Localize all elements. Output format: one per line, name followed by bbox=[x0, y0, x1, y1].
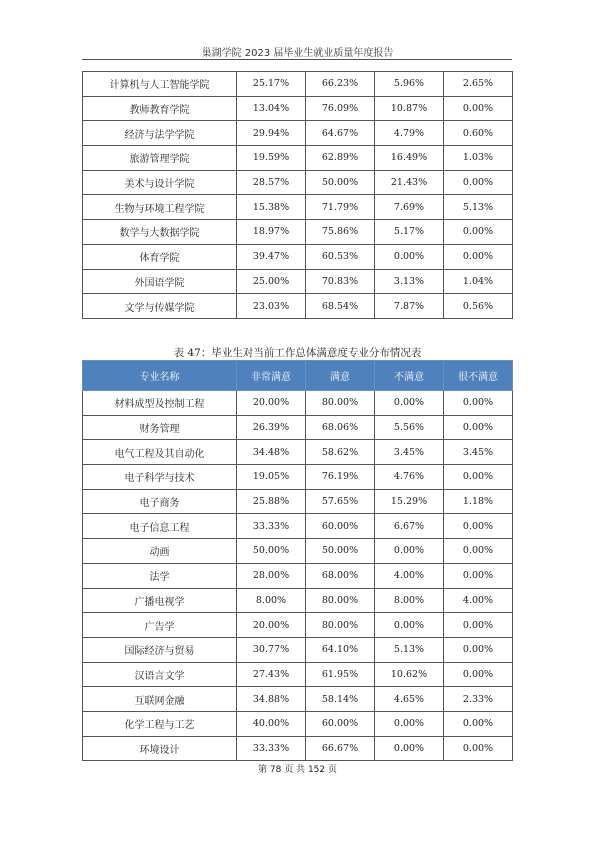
header-major: 专业名称 bbox=[83, 361, 237, 391]
table-row bbox=[83, 294, 513, 319]
percent-cell: 10.87% bbox=[375, 96, 444, 121]
table-row bbox=[83, 687, 513, 712]
row-label: 国际经济与贸易 bbox=[83, 637, 237, 662]
percent-cell: 1.03% bbox=[444, 146, 513, 171]
percent-cell: 80.00% bbox=[306, 588, 375, 613]
percent-cell: 5.13% bbox=[375, 637, 444, 662]
table-row bbox=[83, 440, 513, 465]
row-label: 化学工程与工艺 bbox=[83, 711, 237, 736]
row-label: 旅游管理学院 bbox=[83, 146, 237, 171]
percent-cell: 0.60% bbox=[444, 121, 513, 146]
percent-cell: 60.53% bbox=[306, 244, 375, 269]
table-row bbox=[83, 220, 513, 245]
row-label: 互联网金融 bbox=[83, 687, 237, 712]
row-label: 环境设计 bbox=[83, 736, 237, 761]
percent-cell: 5.17% bbox=[375, 220, 444, 245]
percent-cell: 1.04% bbox=[444, 269, 513, 294]
percent-cell: 18.97% bbox=[237, 220, 306, 245]
percent-cell: 64.67% bbox=[306, 121, 375, 146]
percent-cell: 25.88% bbox=[237, 489, 306, 514]
percent-cell: 0.00% bbox=[444, 711, 513, 736]
percent-cell: 4.00% bbox=[444, 588, 513, 613]
percent-cell: 57.65% bbox=[306, 489, 375, 514]
percent-cell: 8.00% bbox=[237, 588, 306, 613]
row-label: 材料成型及控制工程 bbox=[83, 391, 237, 416]
table-row bbox=[83, 588, 513, 613]
percent-cell: 50.00% bbox=[237, 539, 306, 564]
percent-cell: 0.00% bbox=[375, 736, 444, 761]
row-label: 电气工程及其自动化 bbox=[83, 440, 237, 465]
percent-cell: 0.00% bbox=[444, 415, 513, 440]
percent-cell: 71.79% bbox=[306, 195, 375, 220]
table-row bbox=[83, 269, 513, 294]
percent-cell: 68.00% bbox=[306, 563, 375, 588]
table-row bbox=[83, 637, 513, 662]
row-label: 教师教育学院 bbox=[83, 96, 237, 121]
row-label: 汉语言文学 bbox=[83, 662, 237, 687]
percent-cell: 33.33% bbox=[237, 736, 306, 761]
percent-cell: 7.87% bbox=[375, 294, 444, 319]
percent-cell: 39.47% bbox=[237, 244, 306, 269]
college-satisfaction-table-continued bbox=[82, 71, 513, 319]
percent-cell: 0.00% bbox=[444, 563, 513, 588]
percent-cell: 13.04% bbox=[237, 96, 306, 121]
table-row bbox=[83, 72, 513, 97]
percent-cell: 4.65% bbox=[375, 687, 444, 712]
table-row bbox=[83, 563, 513, 588]
percent-cell: 0.56% bbox=[444, 294, 513, 319]
percent-cell: 0.00% bbox=[375, 391, 444, 416]
table-row bbox=[83, 662, 513, 687]
row-label: 计算机与人工智能学院 bbox=[83, 72, 237, 97]
table-row bbox=[83, 514, 513, 539]
table-row bbox=[83, 96, 513, 121]
table-row bbox=[83, 465, 513, 490]
percent-cell: 26.39% bbox=[237, 415, 306, 440]
percent-cell: 3.13% bbox=[375, 269, 444, 294]
table-row bbox=[83, 613, 513, 638]
percent-cell: 75.86% bbox=[306, 220, 375, 245]
percent-cell: 30.77% bbox=[237, 637, 306, 662]
percent-cell: 4.00% bbox=[375, 563, 444, 588]
percent-cell: 1.18% bbox=[444, 489, 513, 514]
table-body bbox=[83, 391, 513, 761]
percent-cell: 60.00% bbox=[306, 514, 375, 539]
table-header-row bbox=[83, 361, 513, 391]
percent-cell: 27.43% bbox=[237, 662, 306, 687]
percent-cell: 80.00% bbox=[306, 391, 375, 416]
percent-cell: 66.67% bbox=[306, 736, 375, 761]
table-row bbox=[83, 244, 513, 269]
row-label: 外国语学院 bbox=[83, 269, 237, 294]
percent-cell: 0.00% bbox=[444, 662, 513, 687]
table-row bbox=[83, 415, 513, 440]
percent-cell: 70.83% bbox=[306, 269, 375, 294]
percent-cell: 61.95% bbox=[306, 662, 375, 687]
row-label: 电子科学与技术 bbox=[83, 465, 237, 490]
percent-cell: 34.48% bbox=[237, 440, 306, 465]
percent-cell: 50.00% bbox=[306, 539, 375, 564]
row-label: 数学与大数据学院 bbox=[83, 220, 237, 245]
percent-cell: 3.45% bbox=[444, 440, 513, 465]
table-body bbox=[83, 72, 513, 319]
header-very-satisfied: 非常满意 bbox=[237, 361, 306, 391]
percent-cell: 4.79% bbox=[375, 121, 444, 146]
total-pages: 152 bbox=[307, 765, 326, 775]
percent-cell: 21.43% bbox=[375, 170, 444, 195]
percent-cell: 0.00% bbox=[375, 539, 444, 564]
percent-cell: 0.00% bbox=[444, 514, 513, 539]
table-row bbox=[83, 121, 513, 146]
table-row bbox=[83, 146, 513, 171]
percent-cell: 0.00% bbox=[444, 613, 513, 638]
row-label: 广播电视学 bbox=[83, 588, 237, 613]
percent-cell: 28.00% bbox=[237, 563, 306, 588]
header-dissatisfied: 不满意 bbox=[375, 361, 444, 391]
percent-cell: 23.03% bbox=[237, 294, 306, 319]
table-row bbox=[83, 489, 513, 514]
percent-cell: 34.88% bbox=[237, 687, 306, 712]
percent-cell: 0.00% bbox=[444, 96, 513, 121]
row-label: 法学 bbox=[83, 563, 237, 588]
percent-cell: 68.54% bbox=[306, 294, 375, 319]
header-satisfied: 满意 bbox=[306, 361, 375, 391]
percent-cell: 0.00% bbox=[444, 244, 513, 269]
percent-cell: 68.06% bbox=[306, 415, 375, 440]
table-row bbox=[83, 391, 513, 416]
percent-cell: 62.89% bbox=[306, 146, 375, 171]
percent-cell: 7.69% bbox=[375, 195, 444, 220]
percent-cell: 0.00% bbox=[444, 539, 513, 564]
percent-cell: 58.62% bbox=[306, 440, 375, 465]
percent-cell: 5.13% bbox=[444, 195, 513, 220]
percent-cell: 0.00% bbox=[444, 637, 513, 662]
percent-cell: 5.56% bbox=[375, 415, 444, 440]
percent-cell: 19.05% bbox=[237, 465, 306, 490]
row-label: 经济与法学学院 bbox=[83, 121, 237, 146]
percent-cell: 19.59% bbox=[237, 146, 306, 171]
percent-cell: 20.00% bbox=[237, 613, 306, 638]
percent-cell: 60.00% bbox=[306, 711, 375, 736]
header-very-dissatisfied: 很不满意 bbox=[444, 361, 513, 391]
page-number: 78 bbox=[269, 765, 282, 775]
percent-cell: 64.10% bbox=[306, 637, 375, 662]
percent-cell: 0.00% bbox=[444, 220, 513, 245]
percent-cell: 3.45% bbox=[375, 440, 444, 465]
percent-cell: 29.94% bbox=[237, 121, 306, 146]
percent-cell: 76.19% bbox=[306, 465, 375, 490]
percent-cell: 25.00% bbox=[237, 269, 306, 294]
percent-cell: 0.00% bbox=[375, 244, 444, 269]
table-row bbox=[83, 736, 513, 761]
percent-cell: 16.49% bbox=[375, 146, 444, 171]
row-label: 电子信息工程 bbox=[83, 514, 237, 539]
percent-cell: 0.00% bbox=[444, 170, 513, 195]
row-label: 美术与设计学院 bbox=[83, 170, 237, 195]
table-row bbox=[83, 170, 513, 195]
percent-cell: 6.67% bbox=[375, 514, 444, 539]
percent-cell: 10.62% bbox=[375, 662, 444, 687]
row-label: 生物与环境工程学院 bbox=[83, 195, 237, 220]
page-header-title: 巢湖学院 2023 届毕业生就业质量年度报告 bbox=[201, 48, 394, 59]
percent-cell: 15.29% bbox=[375, 489, 444, 514]
percent-cell: 5.96% bbox=[375, 72, 444, 97]
row-label: 财务管理 bbox=[83, 415, 237, 440]
percent-cell: 8.00% bbox=[375, 588, 444, 613]
percent-cell: 20.00% bbox=[237, 391, 306, 416]
percent-cell: 40.00% bbox=[237, 711, 306, 736]
footer-middle: 页 共 bbox=[284, 765, 306, 775]
percent-cell: 28.57% bbox=[237, 170, 306, 195]
percent-cell: 50.00% bbox=[306, 170, 375, 195]
percent-cell: 80.00% bbox=[306, 613, 375, 638]
percent-cell: 0.00% bbox=[444, 736, 513, 761]
page-footer bbox=[0, 762, 595, 775]
footer-suffix: 页 bbox=[328, 765, 338, 775]
footer-prefix: 第 bbox=[257, 765, 267, 775]
percent-cell: 76.09% bbox=[306, 96, 375, 121]
percent-cell: 25.17% bbox=[237, 72, 306, 97]
percent-cell: 15.38% bbox=[237, 195, 306, 220]
table-row bbox=[83, 711, 513, 736]
table-row bbox=[83, 195, 513, 220]
percent-cell: 0.00% bbox=[375, 613, 444, 638]
percent-cell: 2.65% bbox=[444, 72, 513, 97]
percent-cell: 58.14% bbox=[306, 687, 375, 712]
major-satisfaction-table bbox=[82, 360, 513, 761]
table-row bbox=[83, 539, 513, 564]
percent-cell: 33.33% bbox=[237, 514, 306, 539]
row-label: 体育学院 bbox=[83, 244, 237, 269]
percent-cell: 0.00% bbox=[444, 465, 513, 490]
table-caption: 表 47：毕业生对当前工作总体满意度专业分布情况表 bbox=[173, 347, 422, 359]
percent-cell: 0.00% bbox=[375, 711, 444, 736]
row-label: 文学与传媒学院 bbox=[83, 294, 237, 319]
percent-cell: 66.23% bbox=[306, 72, 375, 97]
row-label: 广告学 bbox=[83, 613, 237, 638]
header-divider bbox=[82, 59, 512, 60]
percent-cell: 0.00% bbox=[444, 391, 513, 416]
row-label: 动画 bbox=[83, 539, 237, 564]
row-label: 电子商务 bbox=[83, 489, 237, 514]
percent-cell: 4.76% bbox=[375, 465, 444, 490]
percent-cell: 2.33% bbox=[444, 687, 513, 712]
